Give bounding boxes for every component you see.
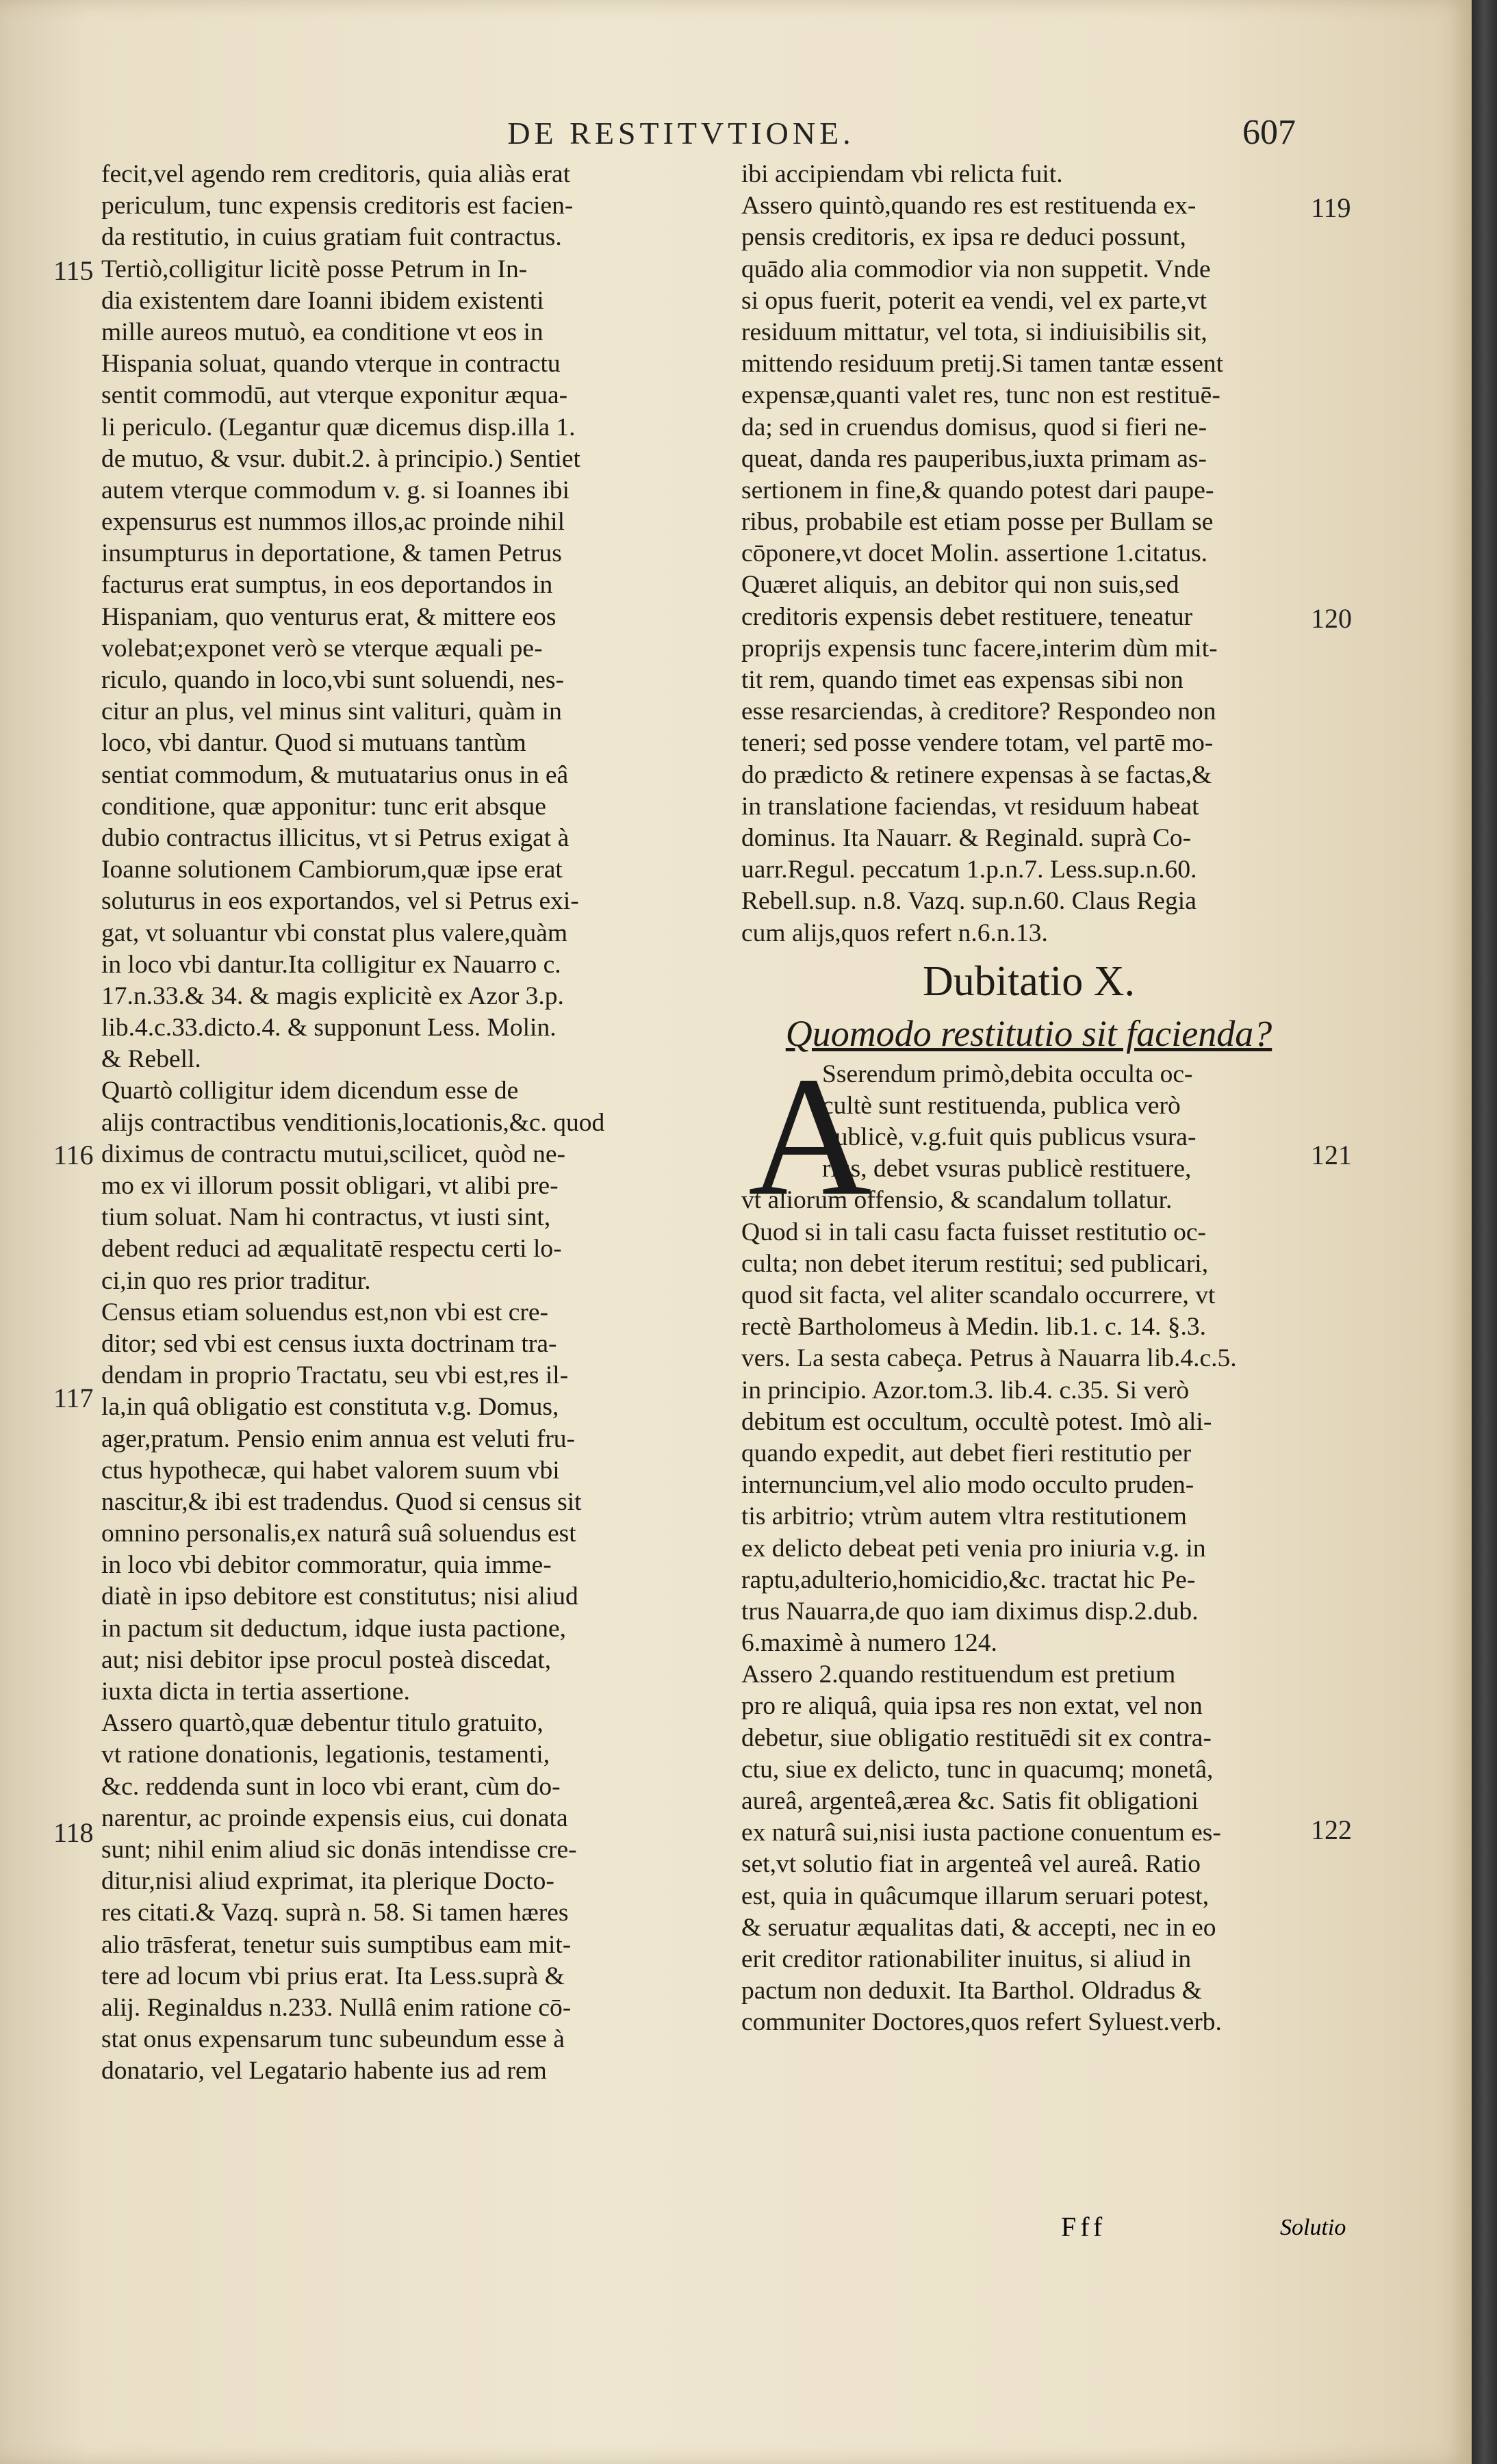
running-title: DE RESTITVTIONE. xyxy=(507,116,855,151)
text-line: rius, debet vsuras publicè restituere, xyxy=(822,1155,1192,1183)
right-text-column xyxy=(741,159,1316,2039)
text-line: tit rem, quando timet eas expensas sibi non xyxy=(741,666,1183,694)
text-line: uarr.Regul. peccatum 1.p.n.7. Less.sup.n.60. xyxy=(741,856,1197,884)
text-line: & seruatur æqualitas dati, & accepti, nec in eo xyxy=(741,1913,1216,1942)
text-line: tis arbitrio; vtrùm autem vltra restitutionem xyxy=(741,1502,1187,1531)
text-line: quādo alia commodior via non suppetit. Vnde xyxy=(741,255,1211,283)
text-line: Hispania soluat, quando vterque in contractu xyxy=(101,350,561,378)
dubitatio-subtitle: Quomodo restitutio sit facienda? xyxy=(785,1012,1272,1054)
text-line: nascitur,& ibi est tradendus. Quod si census sit xyxy=(101,1487,582,1516)
margin-number: 116 xyxy=(53,1140,94,1170)
text-line: cum alijs,quos refert n.6.n.13. xyxy=(741,919,1048,947)
text-line: est, quia in quâcumque illarum seruari potest, xyxy=(741,1882,1210,1910)
text-line: diatè in ipso debitore est constitutus; nisi aliud xyxy=(101,1582,578,1611)
text-line: Quartò colligitur idem dicendum esse de xyxy=(101,1077,519,1105)
text-line: raptu,adulterio,homicidio,&c. tractat hic Pe- xyxy=(741,1565,1196,1594)
text-line: 17.n.33.& 34. & magis explicitè ex Azor 3.p. xyxy=(101,981,564,1010)
text-line: ex delicto debeat peti venia pro iniuria v.g. in xyxy=(741,1534,1206,1563)
text-line: vt aliorum offensio, & scandalum tollatur. xyxy=(741,1186,1173,1215)
text-line: li periculo. (Legantur quæ dicemus disp.illa 1. xyxy=(101,413,576,441)
text-line: creditoris expensis debet restituere, teneatur xyxy=(741,602,1193,631)
text-line: lib.4.c.33.dicto.4. & supponunt Less. Molin. xyxy=(101,1014,556,1042)
text-line: Tertiò,colligitur licitè posse Petrum in In- xyxy=(101,255,528,283)
margin-number: 122 xyxy=(1311,1814,1352,1845)
text-line: in loco vbi dantur.Ita colligitur ex Nauarro c. xyxy=(101,950,561,979)
decorated-initial: A xyxy=(748,1041,872,1231)
signature-mark: Fff xyxy=(1061,2211,1107,2242)
text-line: Hispaniam, quo venturus erat, & mittere eos xyxy=(101,602,556,631)
right-top-text xyxy=(741,159,1316,949)
text-line: autem vterque commodum v. g. si Ioannes ibi xyxy=(101,476,570,504)
text-line: internuncium,vel alio modo occulto pruden- xyxy=(741,1471,1194,1500)
text-line: ager,pratum. Pensio enim annua est veluti fru- xyxy=(101,1424,576,1453)
text-line: periculum, tunc expensis creditoris est facien- xyxy=(101,192,574,220)
text-line: dendam in proprio Tractatu, seu vbi est,res il- xyxy=(101,1361,569,1390)
text-line: pactum non deduxit. Ita Barthol. Oldradus & xyxy=(741,1977,1202,2005)
text-line: erit creditor rationabiliter inuitus, si aliud in xyxy=(741,1945,1192,1973)
text-line: ibi accipiendam vbi relicta fuit. xyxy=(741,160,1063,188)
text-line: riculo, quando in loco,vbi sunt soluendi, nes- xyxy=(101,666,564,694)
text-line: gat, vt soluantur vbi constat plus valere,quàm xyxy=(101,919,568,947)
right-bottom-text xyxy=(741,1185,1316,2038)
text-line: residuum mittatur, vel tota, si indiuisibilis sit, xyxy=(741,318,1207,346)
text-line: si opus fuerit, poterit ea vendi, vel ex parte,vt xyxy=(741,286,1207,315)
text-line: dia existentem dare Ioanni ibidem existenti xyxy=(101,286,544,315)
text-line: set,vt solutio fiat in argenteâ vel aureâ. Ratio xyxy=(741,1850,1201,1879)
text-line: communiter Doctores,quos refert Syluest.verb. xyxy=(741,2008,1222,2037)
text-line: sunt; nihil enim aliud sic donās intendisse cre- xyxy=(101,1835,577,1864)
text-line: ctu, siue ex delicto, tunc in quacumq; monetâ, xyxy=(741,1755,1214,1784)
text-line: ditor; sed vbi est census iuxta doctrinam tra- xyxy=(101,1329,557,1358)
text-line: da; sed in cruendus domisus, quod si fieri ne- xyxy=(741,413,1207,441)
text-line: mo ex vi illorum possit obligari, vt alibi pre- xyxy=(101,1172,559,1200)
text-line: Assero quintò,quando res est restituenda ex- xyxy=(741,192,1197,220)
text-line: Rebell.sup. n.8. Vazq. sup.n.60. Claus Regia xyxy=(741,887,1197,916)
margin-number: 118 xyxy=(53,1817,94,1848)
text-line: publicè, v.g.fuit quis publicus vsura- xyxy=(822,1123,1197,1152)
left-text-column xyxy=(101,159,717,2087)
text-line: alijs contractibus venditionis,locationis,&c. quod xyxy=(101,1108,605,1137)
text-line: stat onus expensarum tunc subeundum esse à xyxy=(101,2025,565,2054)
text-line: Assero 2.quando restituendum est pretium xyxy=(741,1660,1176,1689)
text-line: diximus de contractu mutui,scilicet, quòd ne- xyxy=(101,1140,565,1168)
text-line: tere ad locum vbi prius erat. Ita Less.suprà & xyxy=(101,1962,565,1990)
margin-number: 115 xyxy=(53,255,94,286)
text-line: aut; nisi debitor ipse procul posteà discedat, xyxy=(101,1645,552,1674)
text-line: ribus, probabile est etiam posse per Bullam se xyxy=(741,508,1214,537)
text-line: vers. La sesta cabeça. Petrus à Nauarra lib.4.c.5. xyxy=(741,1344,1237,1373)
text-line: mille aureos mutuò, ea conditione vt eos in xyxy=(101,318,543,346)
text-line: proprijs expensis tunc facere,interim dùm mit- xyxy=(741,634,1218,663)
text-line: volebat;exponet verò se vterque æquali pe- xyxy=(101,634,543,663)
text-line: loco, vbi dantur. Quod si mutuans tantùm xyxy=(101,729,526,758)
text-line: &c. reddenda sunt in loco vbi erant, cùm do- xyxy=(101,1772,561,1801)
text-line: in translatione faciendas, vt residuum habeat xyxy=(741,792,1199,821)
text-line: facturus erat sumptus, in eos deportandos in xyxy=(101,571,553,600)
text-line: sentit commodū, aut vterque exponitur æqua- xyxy=(101,381,568,410)
text-line: trus Nauarra,de quo iam diximus disp.2.dub. xyxy=(741,1597,1199,1626)
text-line: dubio contractus illicitus, vt si Petrus exigat à xyxy=(101,823,570,852)
text-line: pro re aliquâ, quia ipsa res non extat, vel non xyxy=(741,1692,1203,1721)
text-line: quando expedit, aut debet fieri restitutio per xyxy=(741,1439,1192,1467)
text-line: da restitutio, in cuius gratiam fuit contractus. xyxy=(101,223,562,252)
text-line: sentiat commodum, & mutuatarius onus in eâ xyxy=(101,760,569,789)
text-line: Census etiam soluendus est,non vbi est cre- xyxy=(101,1298,549,1326)
text-line: in principio. Azor.tom.3. lib.4. c.35. Si verò xyxy=(741,1376,1190,1404)
page-header xyxy=(0,115,1472,156)
text-line: mittendo residuum pretij.Si tamen tantæ essent xyxy=(741,350,1224,378)
text-line: quod sit facta, vel aliter scandalo occurrere, vt xyxy=(741,1281,1216,1309)
text-line: sertionem in fine,& quando potest dari paupe- xyxy=(741,476,1214,504)
text-line: Quod si in tali casu facta fuisset restitutio oc- xyxy=(741,1218,1206,1246)
text-line: cōponere,vt docet Molin. assertione 1.citatus. xyxy=(741,539,1208,568)
text-line: teneri; sed posse vendere totam, vel partē mo- xyxy=(741,729,1214,758)
text-line: Quæret aliquis, an debitor qui non suis,sed xyxy=(741,571,1179,600)
text-line: tium soluat. Nam hi contractus, vt iusti sint, xyxy=(101,1203,551,1232)
margin-number: 119 xyxy=(1311,192,1351,223)
text-line: conditione, quæ apponitur: tunc erit absque xyxy=(101,792,546,821)
text-line: omnino personalis,ex naturâ suâ soluendus est xyxy=(101,1519,576,1548)
text-line: esse resarciendas, à creditore? Respondeo non xyxy=(741,697,1216,726)
text-line: expensurus est nummos illos,ac proinde nihil xyxy=(101,508,565,537)
margin-number: 117 xyxy=(53,1383,94,1413)
text-line: citur an plus, vel minus sint valituri, quàm in xyxy=(101,697,562,726)
text-line: & Rebell. xyxy=(101,1045,201,1074)
text-line: ci,in quo res prior traditur. xyxy=(101,1266,371,1295)
text-line: alio trāsferat, tenetur suis sumptibus eam mit- xyxy=(101,1930,572,1959)
text-line: culta; non debet iterum restitui; sed publicari, xyxy=(741,1249,1209,1278)
page-number: 607 xyxy=(1242,113,1296,152)
text-line: debent reduci ad æqualitatē respectu certi lo- xyxy=(101,1235,562,1263)
text-line: do prædicto & retinere expensas à se factas,& xyxy=(741,760,1212,789)
text-line: aureâ, argenteâ,ærea &c. Satis fit obligationi xyxy=(741,1787,1199,1815)
text-line: donatario, vel Legatario habente ius ad rem xyxy=(101,2057,547,2086)
text-line: queat, danda res pauperibus,iuxta primam as- xyxy=(741,444,1207,473)
text-line: rectè Bartholomeus à Medin. lib.1. c. 14. §.3. xyxy=(741,1313,1207,1342)
text-line: in pactum sit deductum, idque iusta pactione, xyxy=(101,1614,567,1643)
text-line: Sserendum primò,debita occulta oc- xyxy=(822,1060,1193,1088)
text-line: la,in quâ obligatio est constituta v.g. Domus, xyxy=(101,1393,559,1422)
text-line: res citati.& Vazq. suprà n. 58. Si tamen hæres xyxy=(101,1899,569,1927)
text-line: in loco vbi debitor commoratur, quia imme- xyxy=(101,1551,552,1580)
text-line: ctus hypothecæ, qui habet valorem suum vbi xyxy=(101,1456,560,1485)
text-line: alij. Reginaldus n.233. Nullâ enim ratione cō- xyxy=(101,1993,572,2022)
text-line: insumpturus in deportatione, & tamen Petrus xyxy=(101,539,562,568)
page-edge xyxy=(1472,0,1497,2464)
text-line: Assero quartò,quæ debentur titulo gratuito, xyxy=(101,1709,543,1738)
text-line: ex naturâ sui,nisi iusta pactione conuentum es- xyxy=(741,1819,1221,1847)
text-line: vt ratione donationis, legationis, testamenti, xyxy=(101,1741,550,1769)
margin-number: 120 xyxy=(1311,603,1352,634)
text-line: soluturus in eos exportandos, vel si Petrus exi- xyxy=(101,887,579,916)
text-line: dominus. Ita Nauarr. & Reginald. suprà Co- xyxy=(741,823,1192,852)
margin-number: 121 xyxy=(1311,1140,1352,1170)
text-line: fecit,vel agendo rem creditoris, quia aliàs erat xyxy=(101,160,571,188)
text-line: 6.maximè à numero 124. xyxy=(741,1629,997,1658)
dubitatio-title: Dubitatio X. xyxy=(923,958,1135,1005)
text-line: debitum est occultum, occultè potest. Imò ali- xyxy=(741,1407,1212,1436)
text-line: iuxta dicta in tertia assertione. xyxy=(101,1678,410,1706)
text-line: expensæ,quanti valet res, tunc non est restituē- xyxy=(741,381,1220,410)
text-line: cultè sunt restituenda, publica verò xyxy=(822,1091,1181,1120)
text-line: de mutuo, & vsur. dubit.2. à principio.) Sentiet xyxy=(101,444,580,473)
text-line: ditur,nisi aliud exprimat, ita plerique Docto- xyxy=(101,1867,554,1896)
text-line: debetur, siue obligatio restituēdi sit ex contra- xyxy=(741,1723,1212,1752)
text-line: narentur, ac proinde expensis eius, cui donata xyxy=(101,1804,568,1832)
text-line: Ioanne solutionem Cambiorum,quæ ipse erat xyxy=(101,856,563,884)
text-line: pensis creditoris, ex ipsa re deduci possunt, xyxy=(741,223,1186,252)
catchword: Solutio xyxy=(1280,2215,1346,2240)
